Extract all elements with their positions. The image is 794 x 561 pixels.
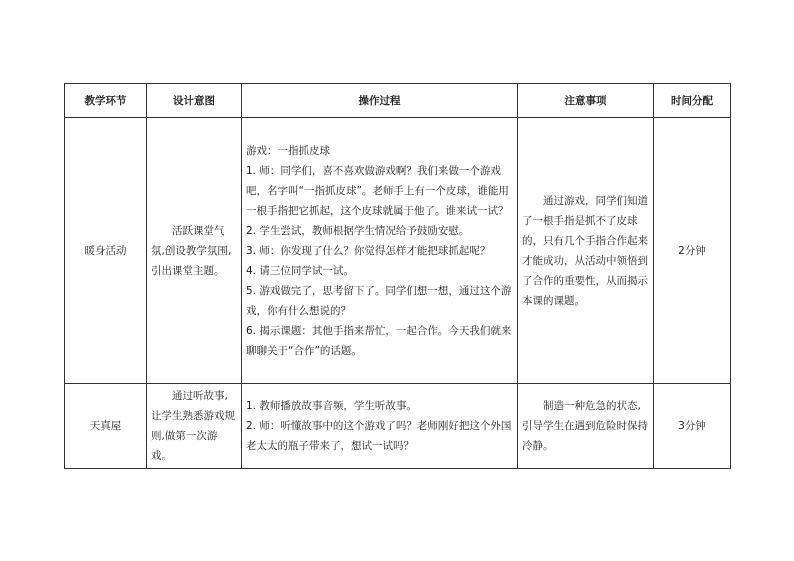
intent-cell: 活跃课堂气氛,创设教学氛围,引出课堂主题。 [147,118,242,384]
process-cell [242,118,518,384]
process-cell [242,384,518,469]
time-cell: 3分钟 [654,384,731,469]
header-process: 操作过程 [242,84,518,118]
header-time: 时间分配 [654,84,731,118]
phase-cell: 天真屋 [65,384,147,469]
intent-cell: 通过听故事,让学生熟悉游戏规则,做第一次游戏。 [147,384,242,469]
table-row [65,118,731,384]
process-line: 3. 师：你发现了什么？你觉得怎样才能把球抓起呢？ [246,244,491,257]
process-line: 1. 教师播放故事音频，学生听故事。 [246,400,417,412]
phase-cell: 暖身活动 [65,118,147,384]
header-phase: 教学环节 [65,84,147,118]
notes-cell: 制造一种危急的状态,引导学生在遇到危险时保持冷静。 [518,384,654,469]
header-intent: 设计意图 [147,84,242,118]
header-notes: 注意事项 [518,84,654,118]
notes-cell: 通过游戏，同学们知道了一根手指是抓不了皮球的，只有几个手指合作起来才能成功，从活动中领悟到了合作的重要性，从而揭示本课的课题。 [518,118,654,384]
process-line: 4. 请三位同学试一试。 [246,264,354,277]
process-line: 6. 揭示课题：其他手指来帮忙，一起合作。今天我们就来聊聊关于“合作”的话题。 [246,324,512,357]
process-line: 5. 游戏做完了，思考留下了。同学们想一想，通过这个游戏，你有什么想说的？ [246,284,512,317]
table-row [65,384,731,469]
process-line: 1. 师：同学们，喜不喜欢做游戏啊？我们来做一个游戏吧，名字叫“一指抓皮球”。老师手上有一个皮球，谁能用一根手指把它抓起，这个皮球就属于他了。谁来试一试？ [246,164,509,217]
process-line: 2. 师：听懂故事中的这个游戏了吗？老师刚好把这个外国老太太的瓶子带来了，想试一试吗？ [246,420,512,452]
process-line: 2. 学生尝试，教师根据学生情况给予鼓励安慰。 [246,224,470,237]
process-line: 游戏：一指抓皮球 [246,144,330,157]
time-cell: 2分钟 [654,118,731,384]
header-row [65,84,731,118]
lesson-plan-table [64,83,731,469]
